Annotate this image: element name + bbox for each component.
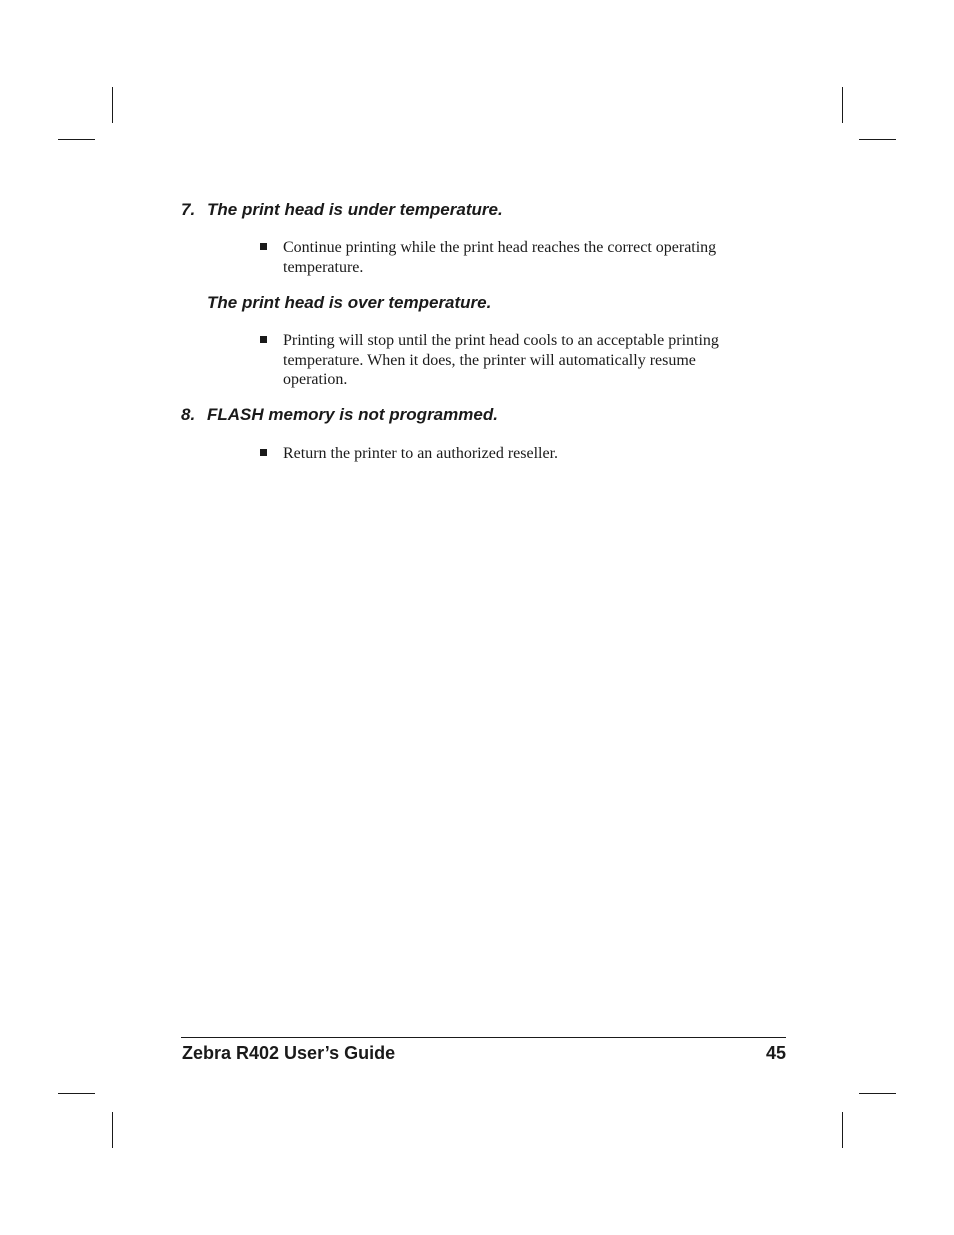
list-item-text: Printing will stop until the print head cools to an acceptable printing temperature. When it does, the printer will automatically resume operation. — [283, 332, 719, 388]
section-heading-text: The print head is under temperature. — [207, 200, 503, 219]
list-item — [260, 331, 750, 390]
crop-mark-bottom-right-vertical — [842, 1112, 843, 1148]
section-heading-7 — [181, 200, 503, 220]
square-bullet-icon — [260, 336, 267, 343]
page-number: 45 — [765, 1043, 786, 1063]
section-heading-over-temperature — [207, 293, 491, 313]
section-number: 8. — [181, 405, 196, 424]
footer-title: Zebra R402 User’s Guide — [182, 1043, 396, 1063]
crop-mark-bottom-right-horizontal — [859, 1093, 896, 1094]
footer-rule — [181, 1037, 786, 1038]
list-item — [260, 444, 750, 464]
crop-mark-top-left-vertical — [112, 87, 113, 123]
crop-mark-bottom-left-horizontal — [58, 1093, 95, 1094]
section-heading-text: The print head is over temperature. — [207, 293, 492, 312]
square-bullet-icon — [260, 449, 267, 456]
crop-mark-bottom-left-vertical — [112, 1112, 113, 1148]
section-heading-8 — [181, 405, 498, 425]
crop-mark-top-right-horizontal — [859, 139, 896, 140]
crop-mark-top-right-vertical — [842, 87, 843, 123]
list-item — [260, 238, 750, 277]
list-item-text: Continue printing while the print head reaches the correct operating temperature. — [283, 239, 717, 276]
square-bullet-icon — [260, 243, 267, 250]
section-heading-text: FLASH memory is not programmed. — [207, 405, 498, 424]
crop-mark-top-left-horizontal — [58, 139, 95, 140]
list-item-text: Return the printer to an authorized reseller. — [283, 445, 559, 462]
section-number: 7. — [181, 200, 196, 219]
